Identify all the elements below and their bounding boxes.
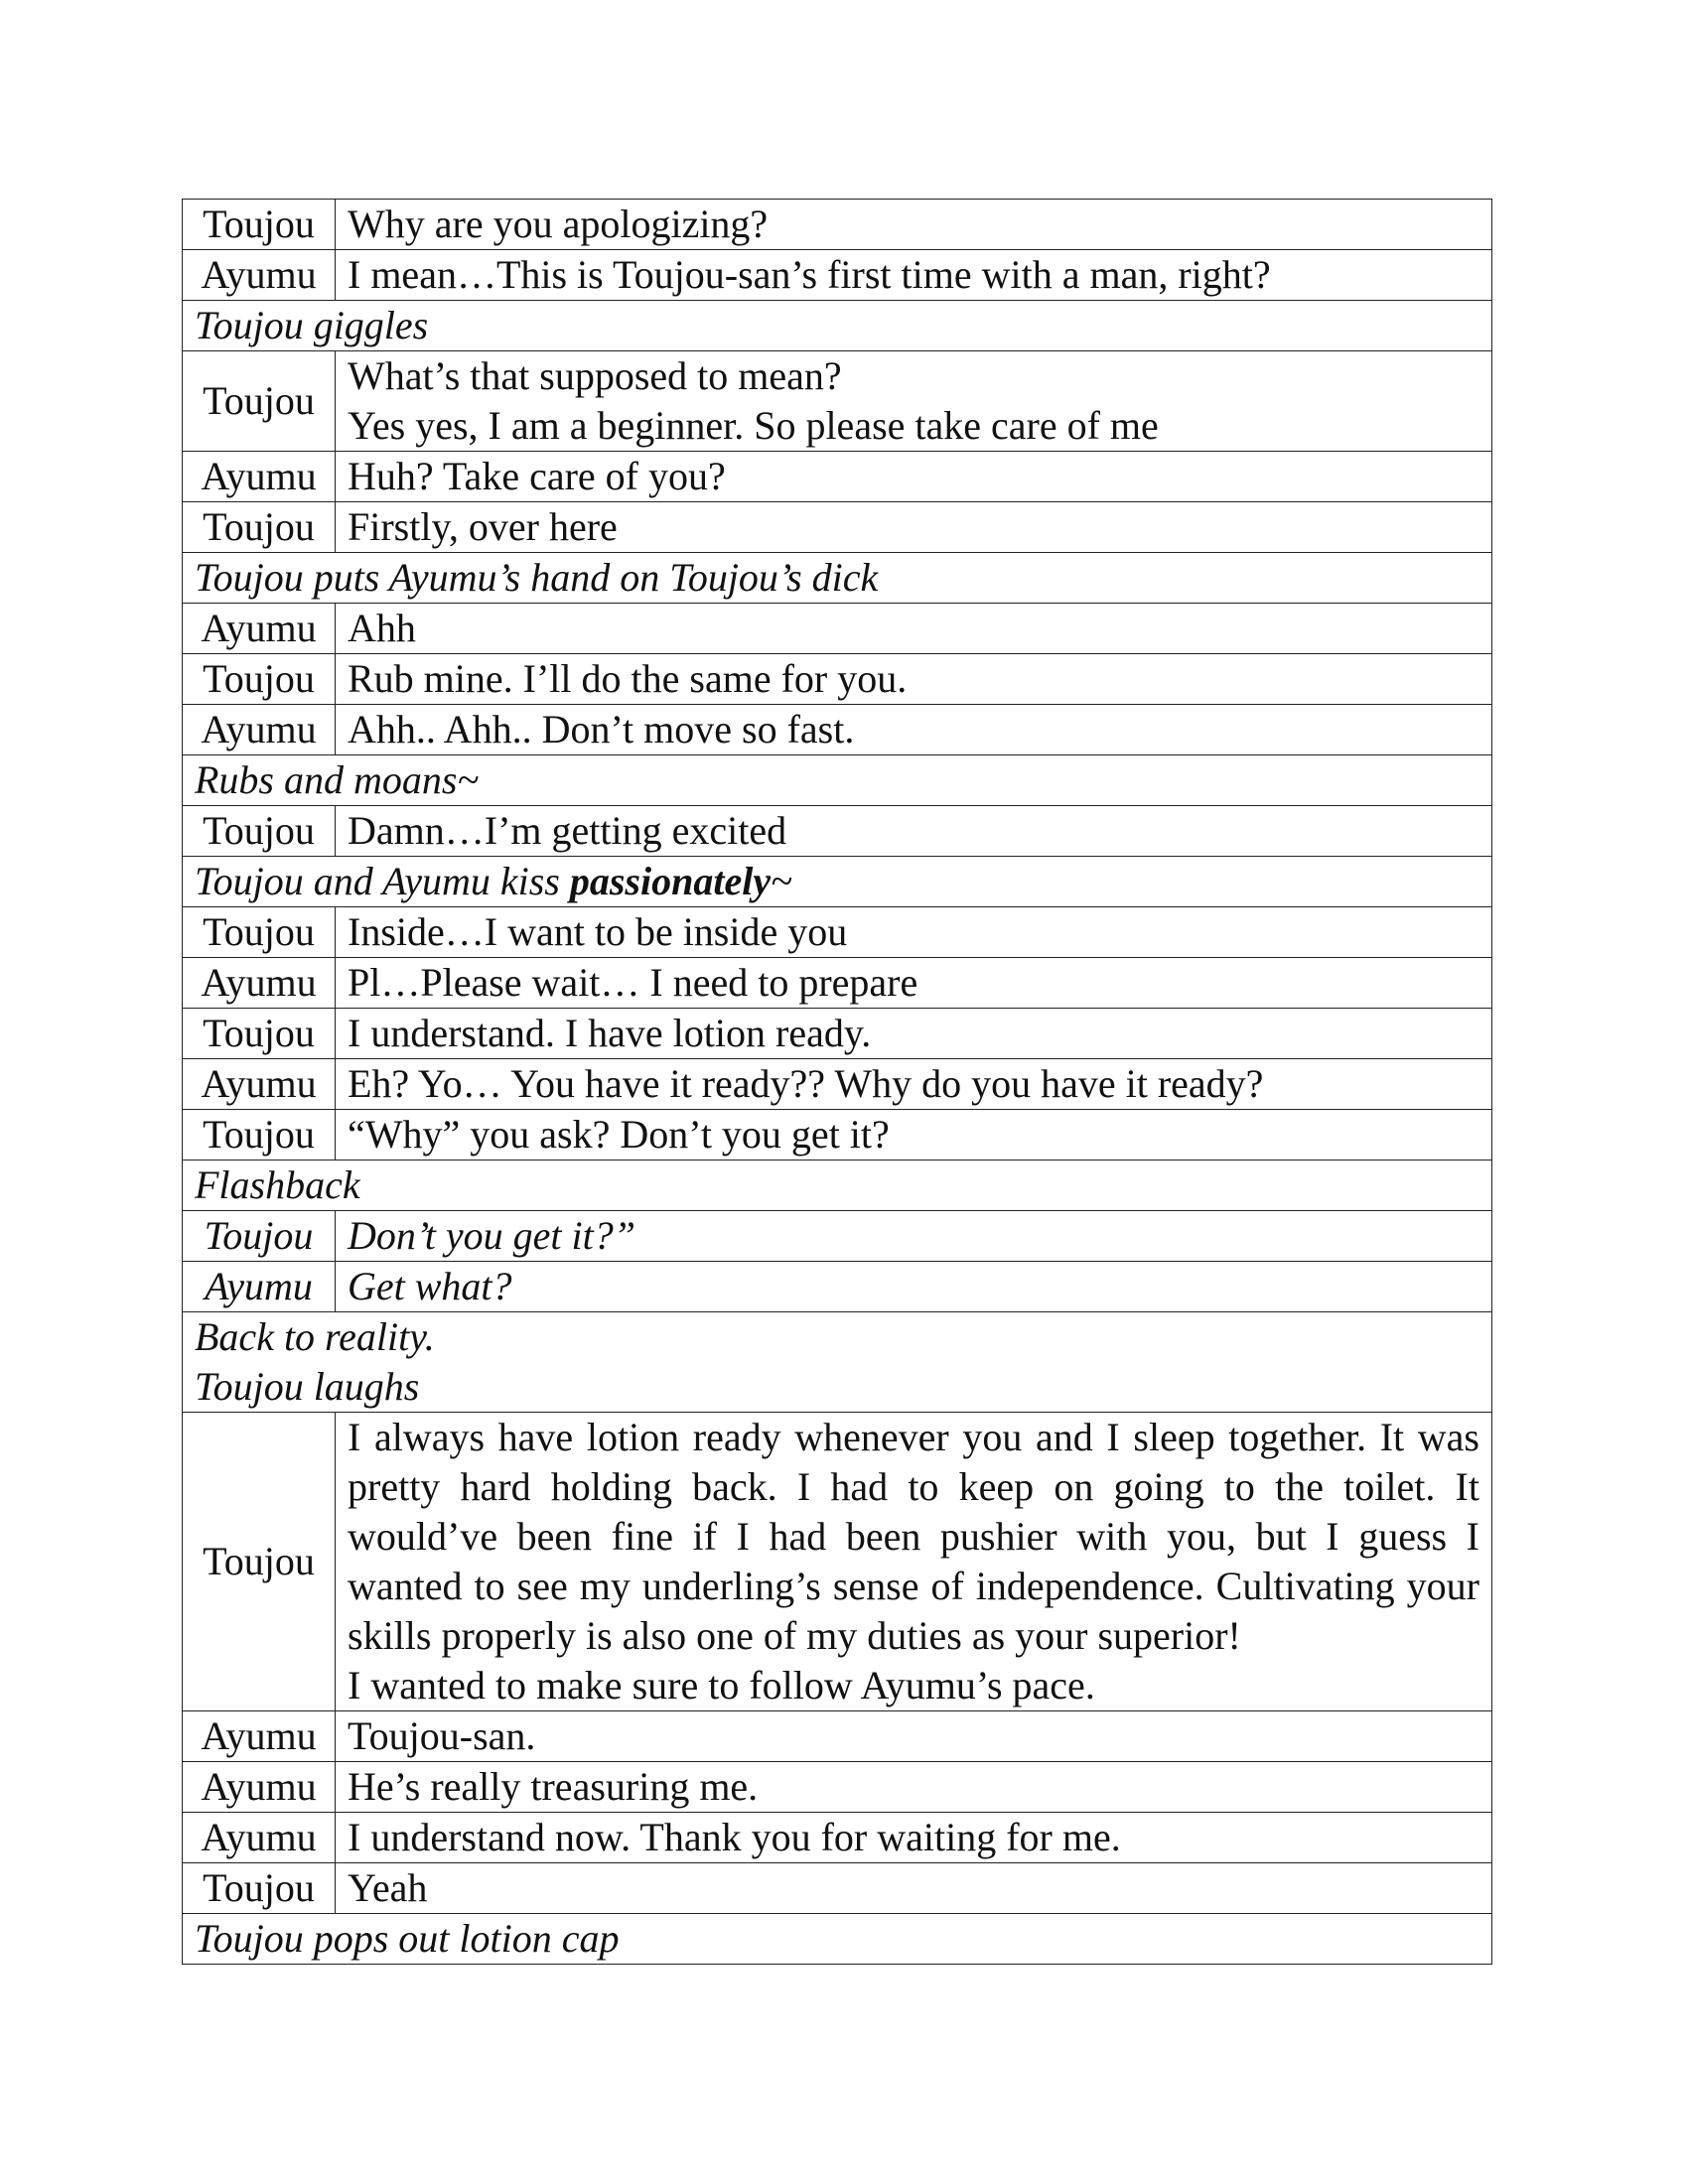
speaker-name: Toujou [183, 806, 336, 857]
script-row [183, 654, 1492, 705]
dialogue-line [336, 452, 1492, 502]
speaker-name: Ayumu [183, 705, 336, 755]
dialogue-line [336, 654, 1492, 705]
line-text: “Why” you ask? Don’t you get it? [348, 1112, 890, 1157]
script-row [183, 1211, 1492, 1262]
line-text: Pl…Please wait… I need to prepare [348, 960, 918, 1005]
line-text: Back to reality. [195, 1314, 435, 1359]
script-row [183, 200, 1492, 250]
line-text: Yes yes, I am a beginner. So please take care of me [348, 403, 1159, 448]
dialogue-line [336, 502, 1492, 553]
script-row [183, 705, 1492, 755]
script-row [183, 755, 1492, 806]
speaker-name: Toujou [183, 200, 336, 250]
script-row [183, 351, 1492, 452]
direction-text: ~ [771, 859, 792, 903]
line-text: What’s that supposed to mean? [348, 353, 842, 398]
speaker-name: Toujou [183, 907, 336, 958]
stage-direction [183, 1914, 1492, 1965]
dialogue-line [336, 1413, 1492, 1711]
line-text: Don’t you get it?” [348, 1213, 635, 1258]
script-row [183, 250, 1492, 301]
speaker-name: Ayumu [183, 452, 336, 502]
line-text: Yeah [348, 1865, 428, 1910]
dialogue-line [336, 1262, 1492, 1312]
script-row [183, 1262, 1492, 1312]
speaker-name: Toujou [183, 1009, 336, 1059]
script-row [183, 1413, 1492, 1711]
script-row [183, 1160, 1492, 1211]
line-text: Toujou giggles [195, 303, 429, 347]
line-text: I understand. I have lotion ready. [348, 1011, 872, 1055]
script-row [183, 806, 1492, 857]
script-row [183, 1312, 1492, 1413]
speaker-name: Ayumu [183, 1262, 336, 1312]
line-text: Rubs and moans~ [195, 757, 480, 802]
dialogue-line [336, 1059, 1492, 1110]
speaker-name: Toujou [183, 1863, 336, 1914]
dialogue-line [336, 1009, 1492, 1059]
script-row [183, 553, 1492, 604]
speaker-name: Ayumu [183, 1059, 336, 1110]
line-text: Rub mine. I’ll do the same for you. [348, 656, 908, 701]
stage-direction [183, 1160, 1492, 1211]
dialogue-line [336, 1863, 1492, 1914]
stage-direction [183, 1312, 1492, 1413]
line-text: Inside…I want to be inside you [348, 909, 848, 954]
dialogue-line [336, 1762, 1492, 1813]
script-row [183, 1059, 1492, 1110]
line-text: Ahh [348, 606, 416, 650]
dialogue-line [336, 806, 1492, 857]
script-table [182, 199, 1492, 1965]
stage-direction [183, 553, 1492, 604]
dialogue-line [336, 705, 1492, 755]
line-text: Why are you apologizing? [348, 202, 769, 246]
speaker-name: Toujou [183, 654, 336, 705]
line-text: Get what? [348, 1264, 512, 1308]
dialogue-line [336, 1110, 1492, 1160]
line-text: Toujou laughs [195, 1364, 420, 1409]
dialogue-line [336, 1813, 1492, 1863]
script-row [183, 502, 1492, 553]
script-row [183, 301, 1492, 351]
line-text: Eh? Yo… You have it ready?? Why do you have it ready? [348, 1061, 1264, 1106]
script-row [183, 857, 1492, 907]
script-row [183, 907, 1492, 958]
script-body [183, 200, 1492, 1965]
dialogue-line [336, 351, 1492, 452]
line-text: Flashback [195, 1162, 360, 1207]
script-row [183, 958, 1492, 1009]
dialogue-line [336, 604, 1492, 654]
line-text: He’s really treasuring me. [348, 1764, 759, 1809]
speaker-name: Toujou [183, 351, 336, 452]
speaker-name: Ayumu [183, 1762, 336, 1813]
dialogue-line [336, 907, 1492, 958]
stage-direction [183, 755, 1492, 806]
dialogue-line [336, 958, 1492, 1009]
script-row [183, 1813, 1492, 1863]
speaker-name: Toujou [183, 502, 336, 553]
line-text: I always have lotion ready whenever you and I sleep together. It was pretty hard holding back. I had to keep on going to the toilet. It would’ve been fine if I had been pushier with you, but I guess I wanted to see my underling’s sense of independence. Cultivating your skills properly is also one of my duties as your superior! [348, 1415, 1479, 1658]
script-row [183, 1762, 1492, 1813]
dialogue-line [336, 1711, 1492, 1762]
script-row [183, 1009, 1492, 1059]
script-row [183, 1110, 1492, 1160]
speaker-name: Ayumu [183, 250, 336, 301]
dialogue-line [336, 250, 1492, 301]
dialogue-line [336, 200, 1492, 250]
line-text: Ahh.. Ahh.. Don’t move so fast. [348, 707, 855, 751]
line-text: Toujou puts Ayumu’s hand on Toujou’s dick [195, 555, 879, 600]
script-row [183, 452, 1492, 502]
line-text: Firstly, over here [348, 504, 618, 549]
script-row [183, 1863, 1492, 1914]
speaker-name: Ayumu [183, 1711, 336, 1762]
line-text: Damn…I’m getting excited [348, 808, 787, 853]
speaker-name: Toujou [183, 1413, 336, 1711]
line-text: I understand now. Thank you for waiting for me. [348, 1815, 1121, 1859]
line-text: I wanted to make sure to follow Ayumu’s pace. [348, 1663, 1095, 1707]
speaker-name: Ayumu [183, 604, 336, 654]
speaker-name: Ayumu [183, 958, 336, 1009]
speaker-name: Toujou [183, 1110, 336, 1160]
stage-direction [183, 301, 1492, 351]
line-text: Huh? Take care of you? [348, 454, 726, 498]
line-text: Toujou-san. [348, 1713, 536, 1758]
line-text: Toujou pops out lotion cap [195, 1916, 620, 1961]
script-row [183, 604, 1492, 654]
speaker-name: Ayumu [183, 1813, 336, 1863]
line-text: I mean…This is Toujou-san’s first time with a man, right? [348, 252, 1271, 297]
stage-direction [183, 857, 1492, 907]
speaker-name: Toujou [183, 1211, 336, 1262]
direction-text: Toujou and Ayumu kiss [195, 859, 570, 903]
emphasized-word: passionately [569, 859, 772, 903]
script-row [183, 1711, 1492, 1762]
dialogue-line [336, 1211, 1492, 1262]
script-row [183, 1914, 1492, 1965]
